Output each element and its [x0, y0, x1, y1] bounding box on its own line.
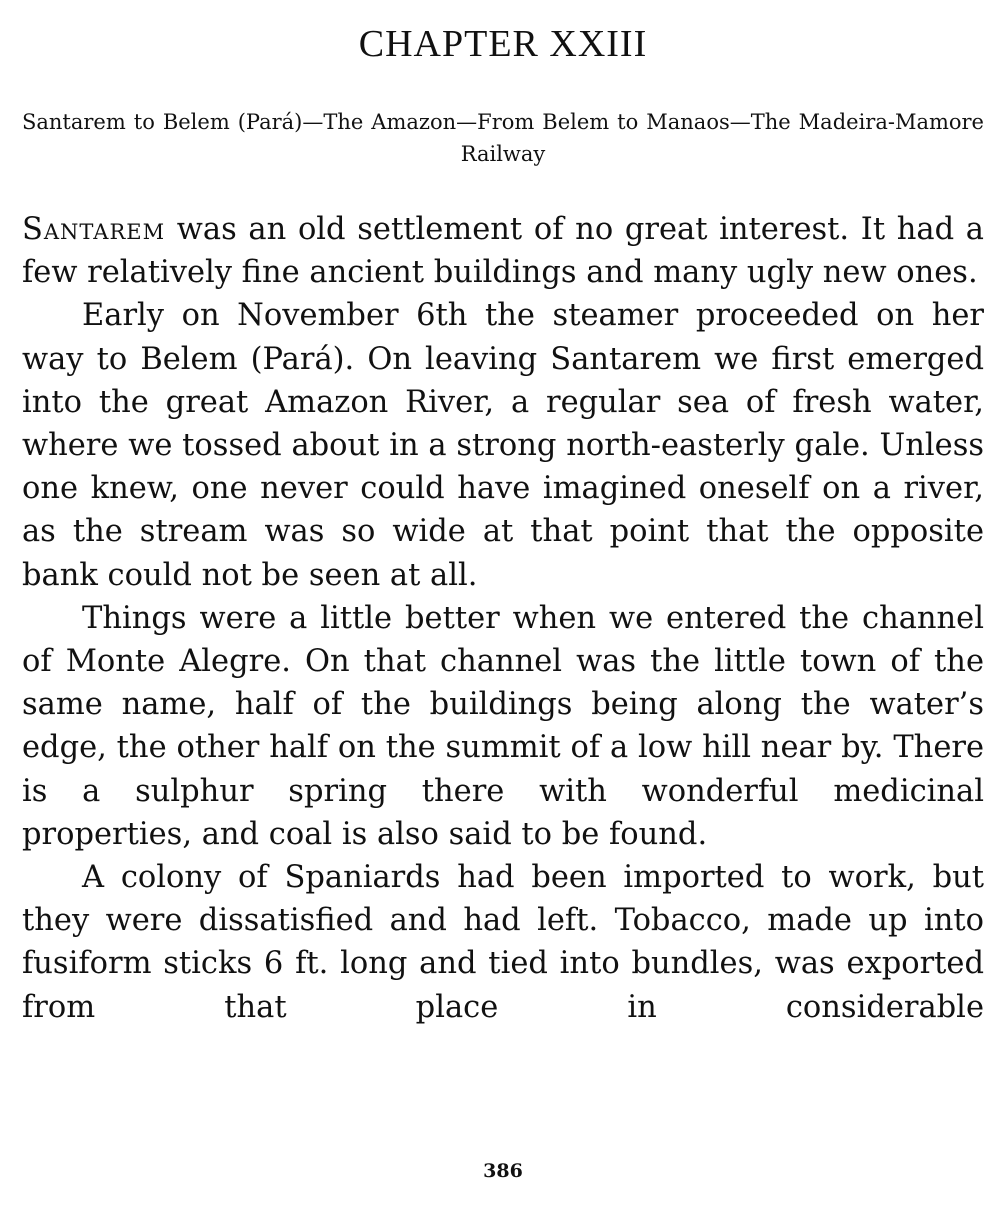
chapter-title: CHAPTER XXIII — [358, 23, 648, 65]
page-number: 386 — [483, 1160, 523, 1182]
paragraph-1 — [22, 208, 984, 294]
chapter-summary: Santarem to Belem (Pará)—The Amazon—From Belem to Manaos—The Madeira-Mamore Railway — [22, 110, 984, 166]
paragraph-4: A colony of Spaniards had been imported to work, but they were dissatisfied and had left. Tobacco, made up into fusiform sticks 6 ft. long and tied into bundles, was exported from that place in considerable — [22, 860, 984, 1025]
paragraph-2: Early on November 6th the steamer proceeded on her way to Belem (Pará). On leaving Santarem we first emerged into the great Amazon River, a regular sea of fresh water, where we tossed about in a strong north-easterly gale. Unless one knew, one never could have imagined oneself on a river, as the stream was so wide at that point that the opposite bank could not be seen at all. — [22, 298, 984, 593]
body-text — [22, 208, 984, 1029]
paragraph-1-text: was an old settlement of no great interest. It had a few relatively fine ancient buildings and many ugly new ones. — [22, 212, 984, 291]
paragraph-lead-word: Santarem — [22, 212, 166, 247]
book-page — [22, 0, 984, 1218]
paragraph-3: Things were a little better when we entered the channel of Monte Alegre. On that channel was the little town of the same name, half of the buildings being along the water’s edge, the other half on the summit of a low hill near by. There is a sulphur spring there with wonderful medicinal properties, and coal is also said to be found. — [22, 600, 984, 852]
